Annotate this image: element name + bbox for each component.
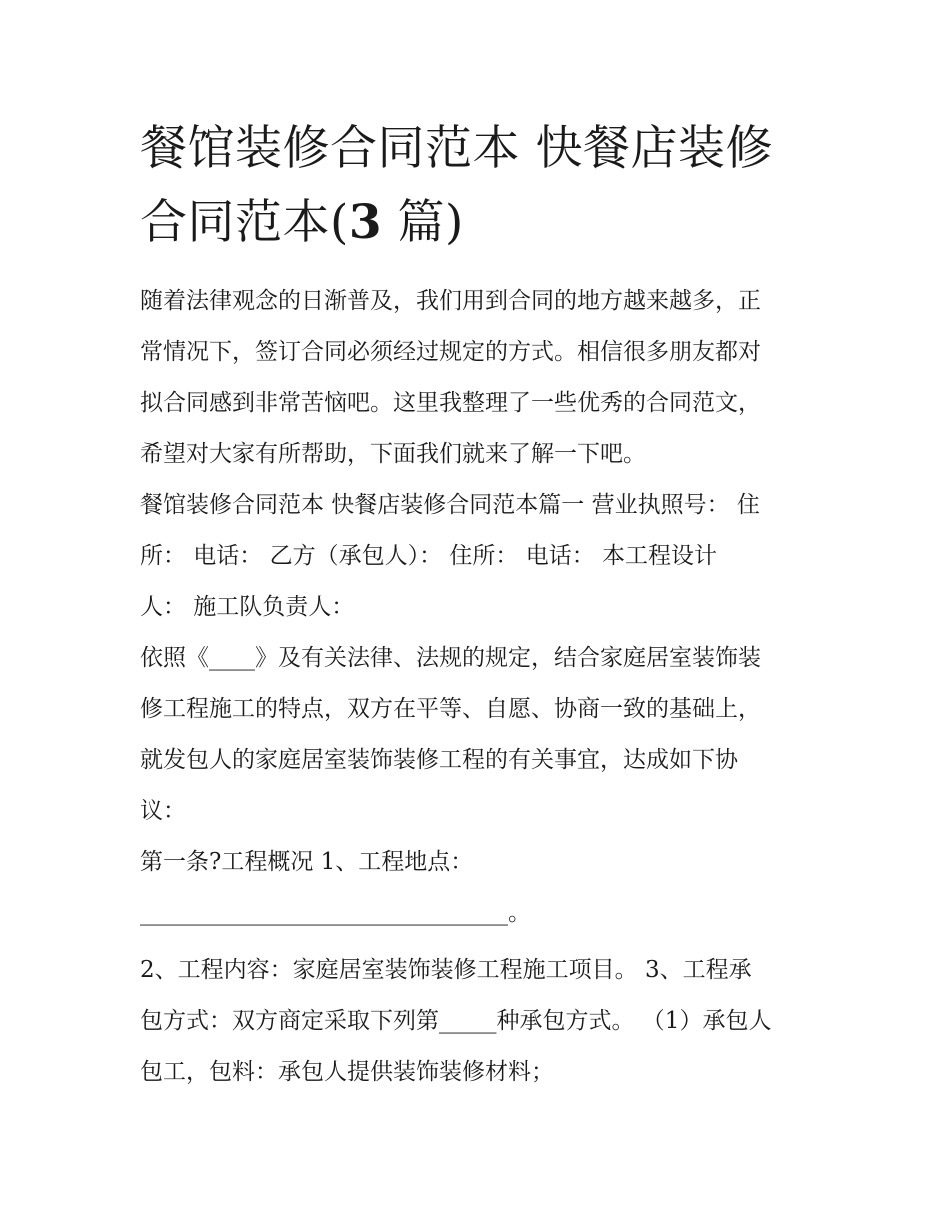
document-title	[140, 112, 820, 260]
text-line: 2、工程内容：家庭居室装饰装修工程施工项目。 3、工程承	[140, 957, 752, 983]
text-line: 修工程施工的特点，双方在平等、自愿、协商一致的基础上，	[140, 696, 761, 722]
text-line: 议：	[140, 798, 186, 824]
text-line: 人： 施工队负责人：	[140, 594, 355, 620]
text-line: 随着法律观念的日渐普及，我们用到合同的地方越来越多，正	[140, 288, 761, 314]
text-line: 就发包人的家庭居室装饰装修工程的有关事宜，达成如下协	[140, 747, 738, 773]
text-line: 拟合同感到非常苦恼吧。这里我整理了一些优秀的合同范文，	[140, 390, 761, 416]
intro-paragraph	[140, 276, 816, 480]
text-line: 第一条?工程概况 1、工程地点：	[140, 849, 474, 875]
blank-line: ________________________________。	[140, 900, 531, 926]
title-line-2-suffix: 篇)	[382, 195, 464, 250]
parties-paragraph	[140, 480, 816, 633]
text-line: 餐馆装修合同范本 快餐店装修合同范本篇一 营业执照号： 住	[140, 492, 760, 518]
work-content-paragraph	[140, 945, 816, 1098]
text-line: 依照《____》及有关法律、法规的规定，结合家庭居室装饰装	[140, 645, 761, 671]
article-one-paragraph	[140, 837, 816, 939]
text-line: 包工，包料：承包人提供装饰装修材料；	[140, 1059, 554, 1085]
text-line: 常情况下，签订合同必须经过规定的方式。相信很多朋友都对	[140, 339, 761, 365]
text-line: 包方式：双方商定采取下列第_____种承包方式。 （1）承包人	[140, 1008, 772, 1034]
document-body	[140, 276, 816, 1098]
title-line-1: 餐馆装修合同范本 快餐店装修	[140, 121, 773, 176]
title-line-2-number: 3	[348, 195, 383, 250]
text-line: 希望对大家有所帮助，下面我们就来了解一下吧。	[140, 441, 646, 467]
basis-paragraph	[140, 633, 816, 837]
title-line-2-prefix: 合同范本(	[140, 195, 349, 250]
text-line: 所： 电话： 乙方（承包人）： 住所： 电话： 本工程设计	[140, 543, 718, 569]
